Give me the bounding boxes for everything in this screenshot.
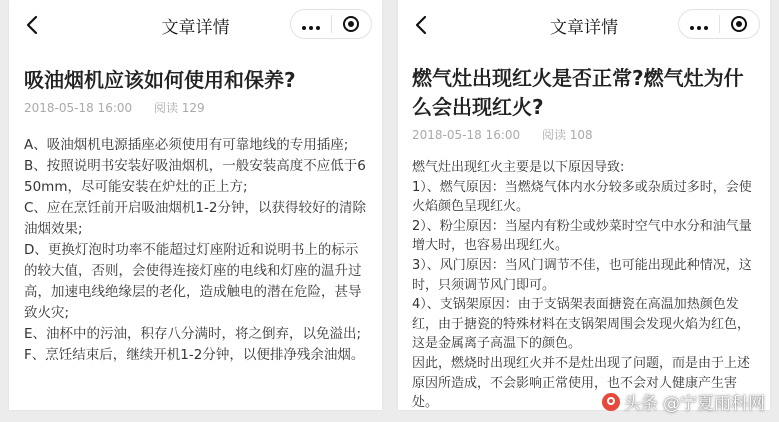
paragraph: 1）、燃气原因：当燃烧气体内水分较多或杂质过多时，会使火焰颜色呈现红火。	[412, 179, 752, 215]
more-button[interactable]	[679, 10, 719, 38]
publish-date: 2018-05-18 16:00	[24, 101, 133, 115]
toutiao-logo-icon	[602, 393, 620, 411]
more-dots-icon	[688, 15, 709, 34]
paragraph: D、更换灯泡时功率不能超过灯座附近和说明书上的标示的较大值，否则，会使得连接灯座的电线和灯座的温升过高，加速电线绝缘层的老化，造成触电的潜在危险，甚导致火灾;	[24, 242, 362, 321]
close-target-icon	[731, 16, 747, 32]
nav-bar	[398, 0, 770, 50]
paragraph: 因此，燃烧时出现红火并不是灶出现了问题，而是由于上述原因所造成，不会影响正常使用，也不会对人健康产生害处。	[412, 355, 751, 410]
menu-capsule	[678, 9, 760, 39]
paragraph: B、按照说明书安装好吸油烟机，一般安装高度不应低于650mm，尽可能安装在炉灶的正上方;	[24, 158, 366, 195]
left-article-screen	[9, 0, 382, 410]
publish-date: 2018-05-18 16:00	[412, 128, 521, 142]
close-button[interactable]	[720, 10, 760, 38]
read-count: 阅读 108	[541, 128, 593, 142]
more-dots-icon	[300, 15, 321, 34]
paragraph: C、应在烹饪前开启吸油烟机1-2分钟，以获得较好的清除油烟效果;	[24, 200, 366, 237]
article	[398, 64, 770, 410]
article-title: 吸油烟机应该如何使用和保养?	[24, 68, 296, 92]
paragraph: E、油杯中的污油，积存八分满时，将之倒弃，以免溢出;	[24, 326, 362, 342]
article-body	[24, 135, 368, 366]
article	[9, 66, 382, 366]
nav-bar	[9, 0, 382, 50]
paragraph: 燃气灶出现红火主要是以下原因导致:	[412, 160, 625, 175]
source-watermark	[602, 389, 765, 414]
article-title: 燃气灶出现红火是否正常?燃气灶为什么会出现红火?	[412, 66, 744, 119]
menu-capsule	[290, 9, 372, 39]
paragraph: A、吸油烟机电源插座必须使用有可靠地线的专用插座;	[24, 137, 349, 153]
paragraph: 4）、支锅架原因：由于支锅架表面搪瓷在高温加热颜色发红，由于搪瓷的特殊材料在支锅架周围会发现火焰为红色，这是金属离子高温下的颜色。	[412, 297, 751, 352]
article-meta	[24, 99, 368, 117]
paragraph: F、烹饪结束后，继续开机1-2分钟，以便排净残余油烟。	[24, 347, 365, 363]
more-button[interactable]	[291, 10, 331, 38]
nav-title: 文章详情	[161, 18, 230, 38]
article-body	[412, 158, 757, 410]
read-count: 阅读 129	[153, 101, 205, 115]
paragraph: 2）、粉尘原因：当屋内有粉尘或炒菜时空气中水分和油气量增大时，也容易出现红火。	[412, 218, 752, 254]
right-article-screen	[398, 0, 770, 410]
paragraph: 3）、风门原因：当风门调节不佳，也可能出现此种情况，这时，只须调节风门即可。	[412, 257, 752, 293]
watermark-text: 头条 @宁夏雨科网	[623, 394, 765, 414]
nav-title: 文章详情	[550, 18, 618, 38]
close-target-icon	[343, 16, 359, 32]
article-meta	[412, 126, 757, 144]
close-button[interactable]	[332, 10, 372, 38]
